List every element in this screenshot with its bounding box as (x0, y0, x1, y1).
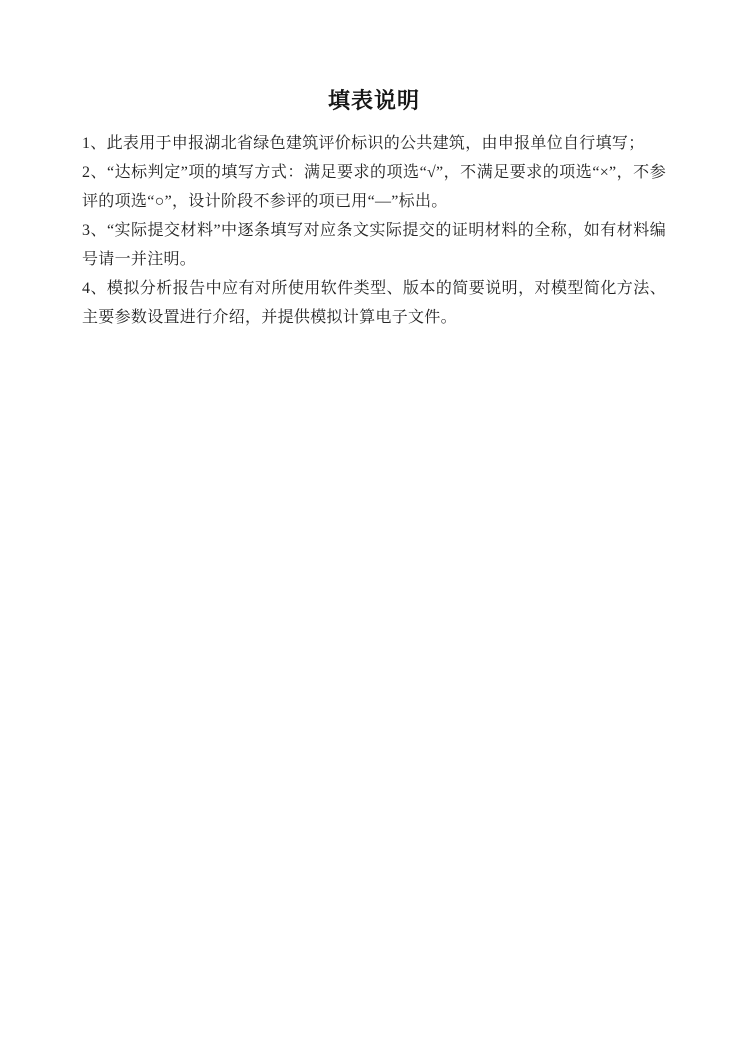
page-title: 填表说明 (327, 88, 420, 113)
instruction-item-4: 4、模拟分析报告中应有对所使用软件类型、版本的简要说明，对模型简化方法、主要参数设置进行介绍，并提供模拟计算电子文件。 (82, 280, 666, 326)
instruction-item-3: 3、“实际提交材料”中逐条填写对应条文实际提交的证明材料的全称，如有材料编号请一并注明。 (82, 222, 666, 268)
instruction-item-1: 1、此表用于申报湖北省绿色建筑评价标识的公共建筑，由申报单位自行填写； (82, 135, 645, 152)
instruction-item-2: 2、“达标判定”项的填写方式：满足要求的项选“√”，不满足要求的项选“×”，不参评的项选“○”，设计阶段不参评的项已用“—”标出。 (82, 164, 666, 210)
